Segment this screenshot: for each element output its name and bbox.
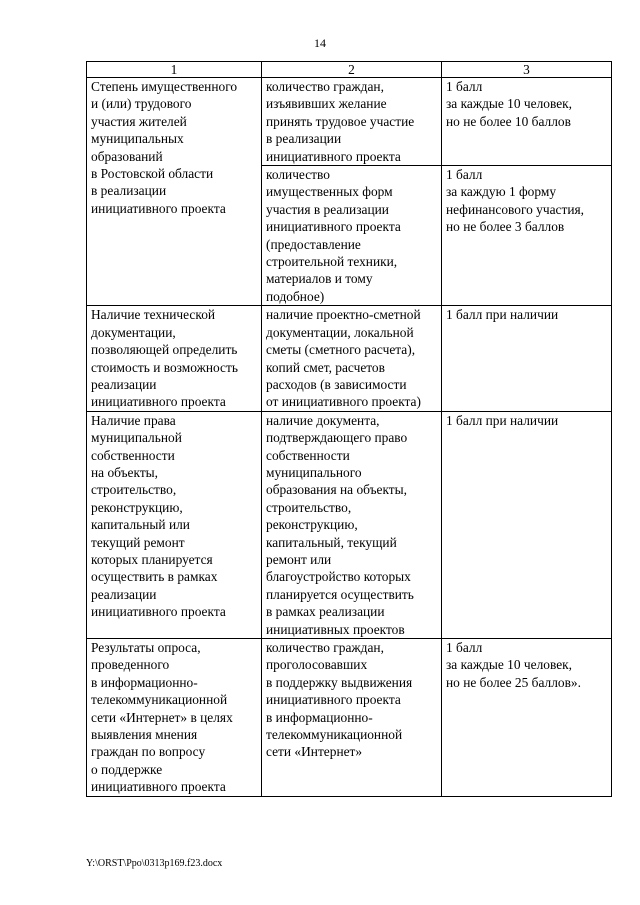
cell-text-line: копий смет, расчетов bbox=[266, 359, 385, 375]
cell-text-line: в рамках реализации bbox=[266, 604, 385, 620]
cell-text-line: за каждую 1 форму bbox=[446, 184, 557, 200]
cell-text-line: за каждые 10 человек, bbox=[446, 657, 573, 673]
cell-text-line: телекоммуникационной bbox=[266, 727, 403, 743]
criterion-cell bbox=[87, 306, 262, 411]
score-cell bbox=[442, 639, 612, 797]
cell-text-line: которых планируется bbox=[91, 551, 213, 567]
cell-text-line: сметы (сметного расчета), bbox=[266, 342, 416, 358]
table-row bbox=[87, 639, 612, 797]
table-row bbox=[87, 78, 612, 166]
cell-text-line: в информационно- bbox=[91, 674, 198, 690]
cell-text-line: инициативного проекта bbox=[91, 779, 226, 795]
score-cell bbox=[442, 78, 612, 166]
cell-text-line: нефинансового участия, bbox=[446, 201, 584, 217]
cell-text-line: количество граждан, bbox=[266, 640, 384, 655]
cell-text-line: инициативных проектов bbox=[266, 621, 405, 637]
cell-text-line: за каждые 10 человек, bbox=[446, 96, 573, 112]
cell-text-line: реализации bbox=[91, 376, 157, 392]
cell-text-line: и (или) трудового bbox=[91, 96, 192, 112]
cell-text-line: инициативного проекта bbox=[266, 148, 401, 164]
cell-text-line: реконструкцию, bbox=[91, 499, 183, 515]
cell-text-line: участия в реализации bbox=[266, 201, 389, 217]
cell-text-line: в реализации bbox=[91, 183, 167, 199]
cell-text-line: собственности bbox=[91, 447, 175, 463]
cell-text-line: благоустройство которых bbox=[266, 569, 411, 585]
cell-text-line: муниципального bbox=[266, 464, 362, 480]
cell-text-line: 1 балл bbox=[446, 167, 483, 183]
cell-text-line: Результаты опроса, bbox=[91, 640, 201, 655]
criteria-table bbox=[86, 61, 612, 797]
cell-text-line: в поддержку выдвижения bbox=[266, 674, 413, 690]
criterion-cell bbox=[87, 78, 262, 306]
criterion-cell bbox=[87, 411, 262, 638]
cell-text-line: планируется осуществить bbox=[266, 586, 414, 602]
table-row bbox=[87, 306, 612, 411]
cell-text-line: капитальный, текущий bbox=[266, 534, 397, 550]
cell-text-line: в Ростовской области bbox=[91, 166, 214, 182]
score-cell bbox=[442, 306, 612, 411]
cell-text-line: капитальный или bbox=[91, 517, 190, 533]
cell-text-line: изъявивших желание bbox=[266, 96, 387, 112]
cell-text-line: образования на объекты, bbox=[266, 482, 408, 498]
cell-text-line: граждан по вопросу bbox=[91, 744, 206, 760]
cell-text-line: Наличие права bbox=[91, 412, 176, 428]
cell-text-line: инициативного проекта bbox=[266, 219, 401, 235]
column-header: 1 bbox=[87, 62, 262, 78]
cell-text-line: стоимость и возможность bbox=[91, 359, 238, 375]
cell-text-line: наличие документа, bbox=[266, 412, 380, 428]
column-header: 3 bbox=[442, 62, 612, 78]
indicator-cell bbox=[262, 639, 442, 797]
indicator-cell bbox=[262, 166, 442, 306]
cell-text-line: подобное) bbox=[266, 288, 325, 304]
cell-text-line: 1 балл bbox=[446, 640, 483, 655]
cell-text-line: реконструкцию, bbox=[266, 517, 358, 533]
cell-text-line: муниципальных bbox=[91, 131, 184, 147]
column-header: 2 bbox=[262, 62, 442, 78]
cell-text-line: сети «Интернет» bbox=[266, 744, 363, 760]
cell-text-line: документации, bbox=[91, 324, 176, 340]
cell-text-line: в реализации bbox=[266, 131, 342, 147]
cell-text-line: строительство, bbox=[91, 482, 177, 498]
cell-text-line: документации, локальной bbox=[266, 324, 414, 340]
cell-text-line: количество bbox=[266, 167, 330, 183]
cell-text-line: проголосовавших bbox=[266, 657, 368, 673]
cell-text-line: расходов (в зависимости bbox=[266, 376, 407, 392]
cell-text-line: собственности bbox=[266, 447, 350, 463]
cell-text-line: о поддержке bbox=[91, 761, 163, 777]
cell-text-line: принять трудовое участие bbox=[266, 113, 415, 129]
cell-text-line: (предоставление bbox=[266, 236, 361, 252]
cell-text-line: от инициативного проекта) bbox=[266, 394, 421, 410]
footer-file-path: Y:\ORST\Ppo\0313p169.f23.docx bbox=[86, 858, 223, 869]
score-cell bbox=[442, 411, 612, 638]
cell-text-line: 1 балл при наличии bbox=[446, 307, 559, 323]
cell-text-line: телекоммуникационной bbox=[91, 692, 228, 708]
cell-text-line: материалов и тому bbox=[266, 271, 373, 287]
cell-text-line: Наличие технической bbox=[91, 307, 216, 323]
cell-text-line: проведенного bbox=[91, 657, 170, 673]
cell-text-line: осуществить в рамках bbox=[91, 569, 218, 585]
cell-text-line: инициативного проекта bbox=[266, 692, 401, 708]
cell-text-line: выявления мнения bbox=[91, 727, 198, 743]
cell-text-line: но не более 3 баллов bbox=[446, 219, 565, 235]
cell-text-line: участия жителей bbox=[91, 113, 187, 129]
cell-text-line: наличие проектно-сметной bbox=[266, 307, 421, 323]
cell-text-line: 1 балл bbox=[446, 79, 483, 94]
indicator-cell bbox=[262, 306, 442, 411]
cell-text-line: инициативного проекта bbox=[91, 200, 226, 216]
cell-text-line: в информационно- bbox=[266, 709, 373, 725]
cell-text-line: инициативного проекта bbox=[91, 394, 226, 410]
indicator-cell bbox=[262, 411, 442, 638]
cell-text-line: Степень имущественного bbox=[91, 79, 238, 94]
cell-text-line: образований bbox=[91, 148, 163, 164]
table-header-row bbox=[87, 62, 612, 78]
cell-text-line: имущественных форм bbox=[266, 184, 393, 200]
indicator-cell bbox=[262, 78, 442, 166]
cell-text-line: реализации bbox=[91, 586, 157, 602]
cell-text-line: подтверждающего право bbox=[266, 430, 408, 446]
criterion-cell bbox=[87, 639, 262, 797]
score-cell bbox=[442, 166, 612, 306]
table-row bbox=[87, 411, 612, 638]
page-number: 14 bbox=[314, 36, 326, 50]
cell-text-line: позволяющей определить bbox=[91, 342, 238, 358]
cell-text-line: ремонт или bbox=[266, 551, 332, 567]
cell-text-line: инициативного проекта bbox=[91, 604, 226, 620]
cell-text-line: муниципальной bbox=[91, 430, 182, 446]
cell-text-line: но не более 10 баллов bbox=[446, 113, 571, 129]
cell-text-line: на объекты, bbox=[91, 464, 159, 480]
cell-text-line: количество граждан, bbox=[266, 79, 384, 94]
cell-text-line: текущий ремонт bbox=[91, 534, 185, 550]
cell-text-line: строительство, bbox=[266, 499, 352, 515]
cell-text-line: 1 балл при наличии bbox=[446, 412, 559, 428]
cell-text-line: но не более 25 баллов». bbox=[446, 674, 581, 690]
cell-text-line: сети «Интернет» в целях bbox=[91, 709, 233, 725]
cell-text-line: строительной техники, bbox=[266, 254, 398, 270]
